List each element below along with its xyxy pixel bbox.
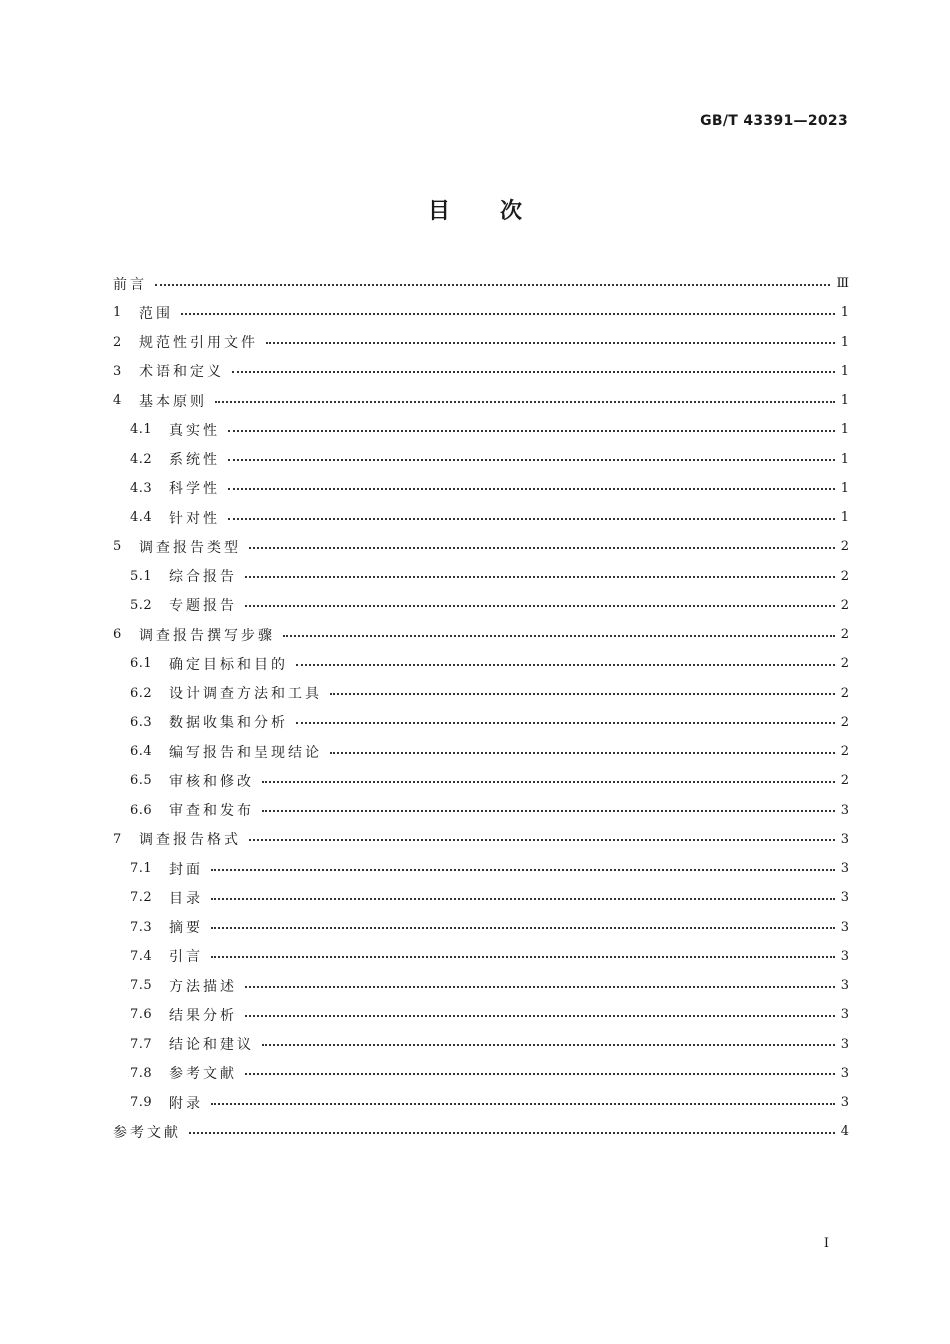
toc-entry[interactable] <box>113 883 849 912</box>
toc-entry-label: 方法描述 <box>169 978 237 995</box>
toc-entry[interactable] <box>113 679 849 708</box>
toc-entry-page: 3 <box>840 890 849 906</box>
dot-leader <box>245 1015 835 1017</box>
standard-code: GB/T 43391—2023 <box>700 113 848 129</box>
toc-entry[interactable] <box>113 298 849 327</box>
toc-entry[interactable] <box>113 1030 849 1059</box>
toc-entry-number: 3 <box>113 363 122 379</box>
dot-leader <box>266 342 835 344</box>
dot-leader <box>181 313 835 315</box>
dot-leader <box>211 869 835 871</box>
toc-entry-number: 7.6 <box>130 1007 153 1023</box>
toc-entry-number: 7.8 <box>130 1065 153 1081</box>
toc-entry-label: 真实性 <box>169 422 220 439</box>
toc-entry-label: 调查报告类型 <box>139 539 241 556</box>
toc-entry[interactable] <box>113 854 849 883</box>
toc-entry-label: 参考文献 <box>113 1124 181 1141</box>
toc-entry-page: 2 <box>840 539 849 555</box>
toc-entry[interactable] <box>113 1117 849 1146</box>
toc-entry[interactable] <box>113 825 849 854</box>
toc-entry[interactable] <box>113 386 849 415</box>
toc-entry-page: 3 <box>840 1065 849 1081</box>
toc-entry-label: 基本原则 <box>139 393 207 410</box>
toc-entry-label: 确定目标和目的 <box>169 656 288 673</box>
toc-entry-number: 6.3 <box>130 714 153 730</box>
toc-entry-label: 审查和发布 <box>169 803 254 820</box>
toc-entry-page: 2 <box>840 714 849 730</box>
toc-entry-page: 1 <box>840 393 849 409</box>
toc-entry-page: 3 <box>840 1007 849 1023</box>
dot-leader <box>296 664 835 666</box>
dot-leader <box>245 986 835 988</box>
toc-entry-page: 3 <box>840 948 849 964</box>
toc-entry-label: 目录 <box>169 890 203 907</box>
toc-entry-number: 7.7 <box>130 1036 153 1052</box>
toc-entry-number: 5.2 <box>130 597 153 613</box>
toc-entry-number: 6.6 <box>130 802 153 818</box>
toc-entry-label: 结果分析 <box>169 1007 237 1024</box>
toc-entry-label: 封面 <box>169 861 203 878</box>
toc-entry-page: 1 <box>840 305 849 321</box>
toc-entry-label: 综合报告 <box>169 569 237 586</box>
toc-entry-number: 6.4 <box>130 744 153 760</box>
toc-entry-number: 4.3 <box>130 480 153 496</box>
toc-entry-page: 2 <box>840 597 849 613</box>
toc-entry-label: 范围 <box>139 305 173 322</box>
dot-leader <box>330 752 835 754</box>
toc-entry-number: 4 <box>113 393 122 409</box>
table-of-contents <box>113 269 849 1147</box>
toc-entry-label: 调查报告格式 <box>139 832 241 849</box>
dot-leader <box>249 839 835 841</box>
toc-entry-label: 设计调查方法和工具 <box>169 686 322 703</box>
dot-leader <box>211 927 835 929</box>
dot-leader <box>245 576 835 578</box>
toc-entry[interactable] <box>113 532 849 561</box>
toc-entry-number: 6.2 <box>130 685 153 701</box>
toc-entry[interactable] <box>113 620 849 649</box>
toc-entry[interactable] <box>113 357 849 386</box>
toc-entry[interactable] <box>113 942 849 971</box>
dot-leader <box>228 430 835 432</box>
toc-entry-label: 引言 <box>169 949 203 966</box>
toc-entry[interactable] <box>113 649 849 678</box>
toc-entry-label: 摘要 <box>169 920 203 937</box>
toc-entry-page: 2 <box>840 656 849 672</box>
toc-entry-number: 7.9 <box>130 1095 153 1111</box>
toc-entry-label: 审核和修改 <box>169 773 254 790</box>
toc-entry-page: 3 <box>840 831 849 847</box>
toc-entry[interactable] <box>113 328 849 357</box>
toc-entry-number: 2 <box>113 334 122 350</box>
toc-entry[interactable] <box>113 562 849 591</box>
toc-entry[interactable] <box>113 1059 849 1088</box>
toc-entry-label: 结论和建议 <box>169 1037 254 1054</box>
toc-entry-label: 数据收集和分析 <box>169 715 288 732</box>
toc-entry-page: 2 <box>840 685 849 701</box>
toc-entry-number: 5 <box>113 539 122 555</box>
toc-entry-page: 2 <box>840 568 849 584</box>
toc-entry-page: 3 <box>840 1095 849 1111</box>
dot-leader <box>245 605 835 607</box>
dot-leader <box>155 284 830 286</box>
toc-entry-label: 编写报告和呈现结论 <box>169 744 322 761</box>
toc-entry-page: 4 <box>840 1124 849 1140</box>
toc-entry-page: 3 <box>840 978 849 994</box>
toc-entry-label: 规范性引用文件 <box>139 335 258 352</box>
toc-entry-page: 1 <box>840 451 849 467</box>
toc-entry[interactable] <box>113 591 849 620</box>
toc-entry-number: 6.1 <box>130 656 153 672</box>
toc-entry-page: Ⅲ <box>836 276 849 292</box>
toc-entry[interactable] <box>113 971 849 1000</box>
toc-entry-page: 1 <box>840 363 849 379</box>
toc-entry-number: 7.3 <box>130 919 153 935</box>
toc-entry-number: 7.4 <box>130 948 153 964</box>
toc-entry-number: 4.2 <box>130 451 153 467</box>
toc-entry-label: 附录 <box>169 1095 203 1112</box>
dot-leader <box>262 810 835 812</box>
toc-entry-label: 专题报告 <box>169 598 237 615</box>
toc-entry-page: 3 <box>840 861 849 877</box>
toc-entry-label: 前言 <box>113 276 147 293</box>
dot-leader <box>262 1044 835 1046</box>
toc-entry[interactable] <box>113 445 849 474</box>
toc-entry[interactable] <box>113 737 849 766</box>
dot-leader <box>232 371 835 373</box>
dot-leader <box>228 488 835 490</box>
toc-entry-page: 3 <box>840 1036 849 1052</box>
toc-entry-label: 参考文献 <box>169 1066 237 1083</box>
toc-entry-label: 术语和定义 <box>139 364 224 381</box>
toc-entry-number: 4.4 <box>130 510 153 526</box>
dot-leader <box>296 722 835 724</box>
toc-entry[interactable] <box>113 766 849 795</box>
toc-entry[interactable] <box>113 1088 849 1117</box>
dot-leader <box>189 1132 835 1134</box>
toc-entry-number: 1 <box>113 305 122 321</box>
toc-entry[interactable] <box>113 708 849 737</box>
dot-leader <box>215 401 835 403</box>
page-title: 目次 <box>427 199 572 224</box>
dot-leader <box>283 635 835 637</box>
toc-entry[interactable] <box>113 415 849 444</box>
dot-leader <box>249 547 835 549</box>
toc-entry[interactable] <box>113 796 849 825</box>
dot-leader <box>228 518 835 520</box>
toc-entry-page: 1 <box>840 480 849 496</box>
dot-leader <box>262 781 835 783</box>
toc-entry-number: 4.1 <box>130 422 153 438</box>
toc-entry-page: 1 <box>840 334 849 350</box>
dot-leader <box>211 956 835 958</box>
toc-entry-page: 2 <box>840 773 849 789</box>
toc-entry-page: 1 <box>840 422 849 438</box>
toc-entry-number: 5.1 <box>130 568 153 584</box>
toc-entry[interactable] <box>113 503 849 532</box>
dot-leader <box>330 693 835 695</box>
toc-entry-number: 6 <box>113 627 122 643</box>
toc-entry[interactable] <box>113 1000 849 1029</box>
toc-entry[interactable] <box>113 269 849 298</box>
dot-leader <box>211 898 835 900</box>
toc-entry-number: 7 <box>113 831 122 847</box>
dot-leader <box>228 459 835 461</box>
toc-entry-label: 科学性 <box>169 481 220 498</box>
toc-entry[interactable] <box>113 913 849 942</box>
toc-entry-number: 7.2 <box>130 890 153 906</box>
toc-entry-page: 3 <box>840 919 849 935</box>
toc-entry-label: 调查报告撰写步骤 <box>139 627 275 644</box>
toc-entry-label: 系统性 <box>169 452 220 469</box>
toc-entry-label: 针对性 <box>169 510 220 527</box>
toc-entry[interactable] <box>113 474 849 503</box>
page-number: Ⅰ <box>823 1236 829 1251</box>
toc-entry-page: 3 <box>840 802 849 818</box>
toc-entry-number: 6.5 <box>130 773 153 789</box>
toc-entry-page: 2 <box>840 627 849 643</box>
toc-entry-number: 7.1 <box>130 861 153 877</box>
toc-entry-page: 2 <box>840 744 849 760</box>
toc-entry-page: 1 <box>840 510 849 526</box>
toc-entry-number: 7.5 <box>130 978 153 994</box>
dot-leader <box>211 1103 835 1105</box>
dot-leader <box>245 1073 835 1075</box>
